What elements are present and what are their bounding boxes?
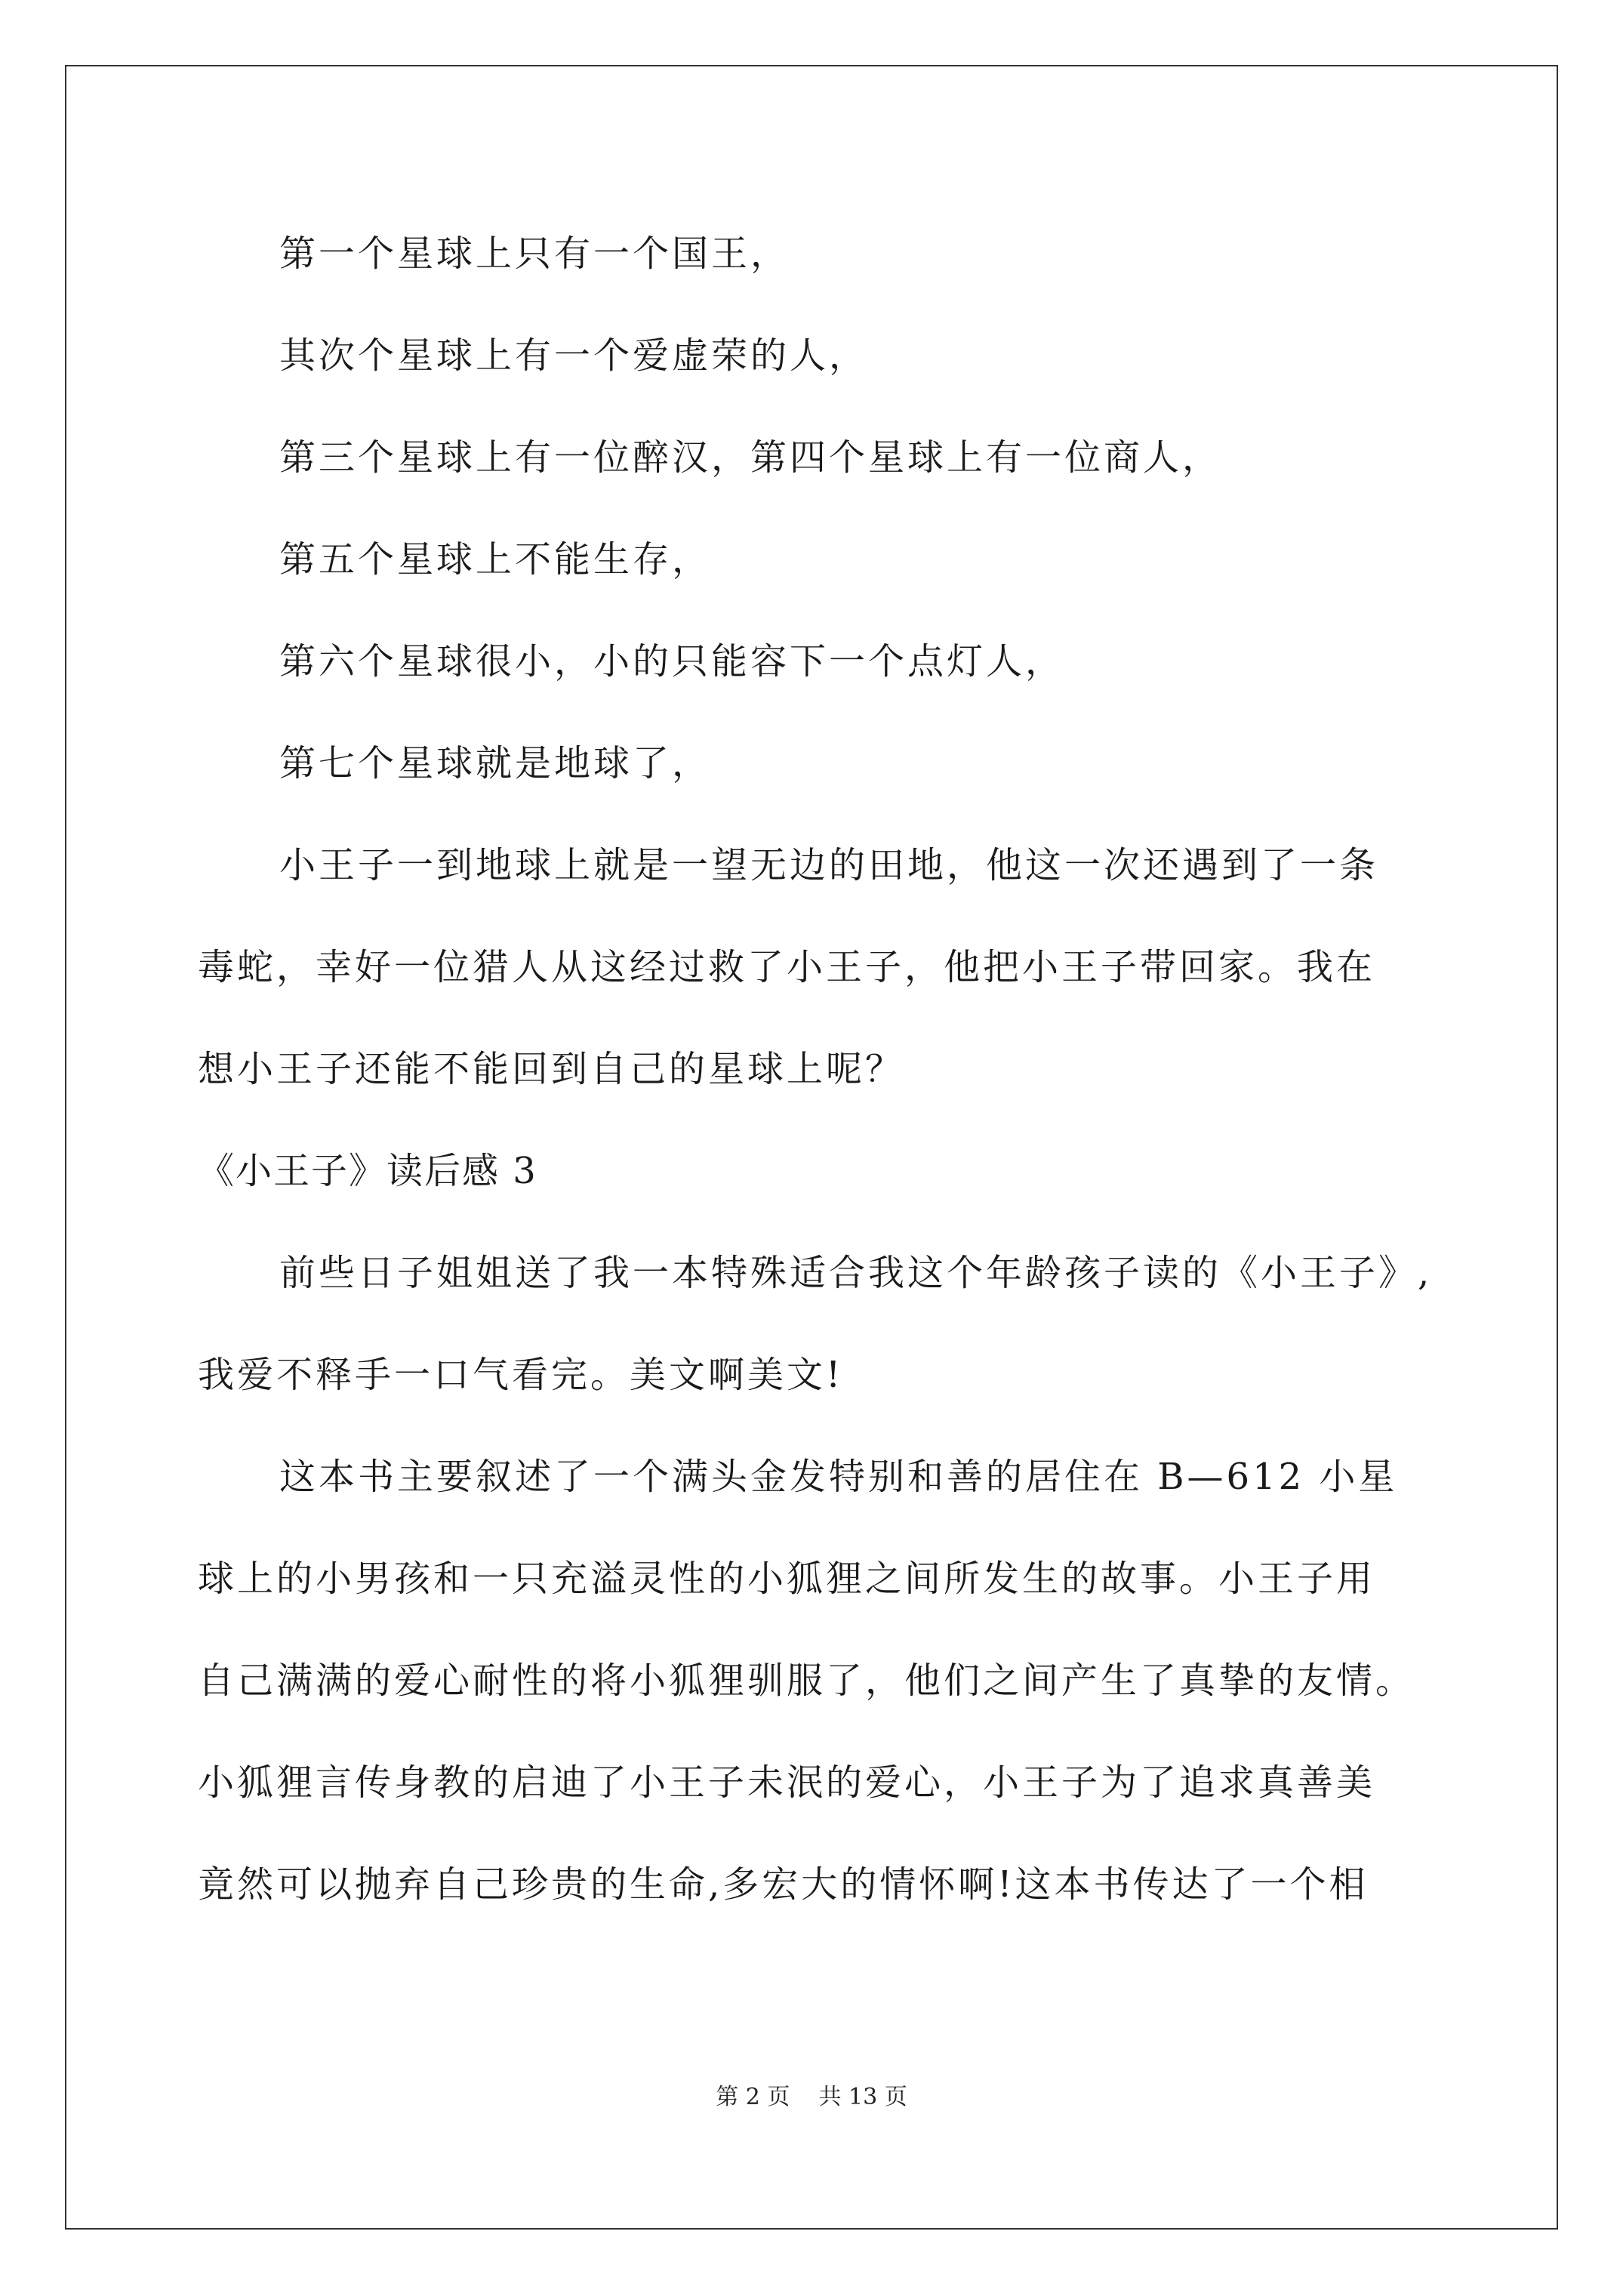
section-heading: 《小王子》读后感 3: [198, 1150, 537, 1192]
text-line: 第三个星球上有一位醉汉，第四个星球上有一位商人，: [279, 436, 1222, 479]
text-line: 前些日子姐姐送了我一本特殊适合我这个年龄孩子读的《小王子》,: [279, 1252, 1433, 1294]
text-line: 自己满满的爱心耐性的将小狐狸驯服了，他们之间产生了真挚的友情。: [198, 1660, 1415, 1702]
text-line: 球上的小男孩和一只充溢灵性的小狐狸之间所发生的故事。小王子用: [198, 1558, 1376, 1600]
text-line: 这本书主要叙述了一个满头金发特别和善的居住在 B—612 小星: [279, 1456, 1398, 1498]
text-line: 毒蛇，幸好一位猎人从这经过救了小王子，他把小王子带回家。我在: [198, 946, 1376, 988]
text-line: 第一个星球上只有一个国王，: [279, 233, 790, 275]
text-line: 第五个星球上不能生存，: [279, 538, 712, 581]
text-line: 其次个星球上有一个爱虚荣的人，: [279, 334, 869, 377]
text-line: 小狐狸言传身教的启迪了小王子未泯的爱心，小王子为了追求真善美: [198, 1761, 1376, 1804]
text-line: 第七个星球就是地球了，: [279, 742, 712, 784]
text-line: 我爱不释手一口气看完。美文啊美文!: [198, 1354, 844, 1396]
text-line: 小王子一到地球上就是一望无边的田地，他这一次还遇到了一条: [279, 844, 1379, 886]
text-line: 竟然可以抛弃自己珍贵的生命,多宏大的情怀啊!这本书传达了一个相: [198, 1863, 1369, 1906]
page-footer: 第 2 页 共 13 页: [716, 2084, 907, 2110]
text-line: 第六个星球很小，小的只能容下一个点灯人，: [279, 640, 1065, 683]
text-line: 想小王子还能不能回到自己的星球上呢？: [198, 1048, 905, 1090]
